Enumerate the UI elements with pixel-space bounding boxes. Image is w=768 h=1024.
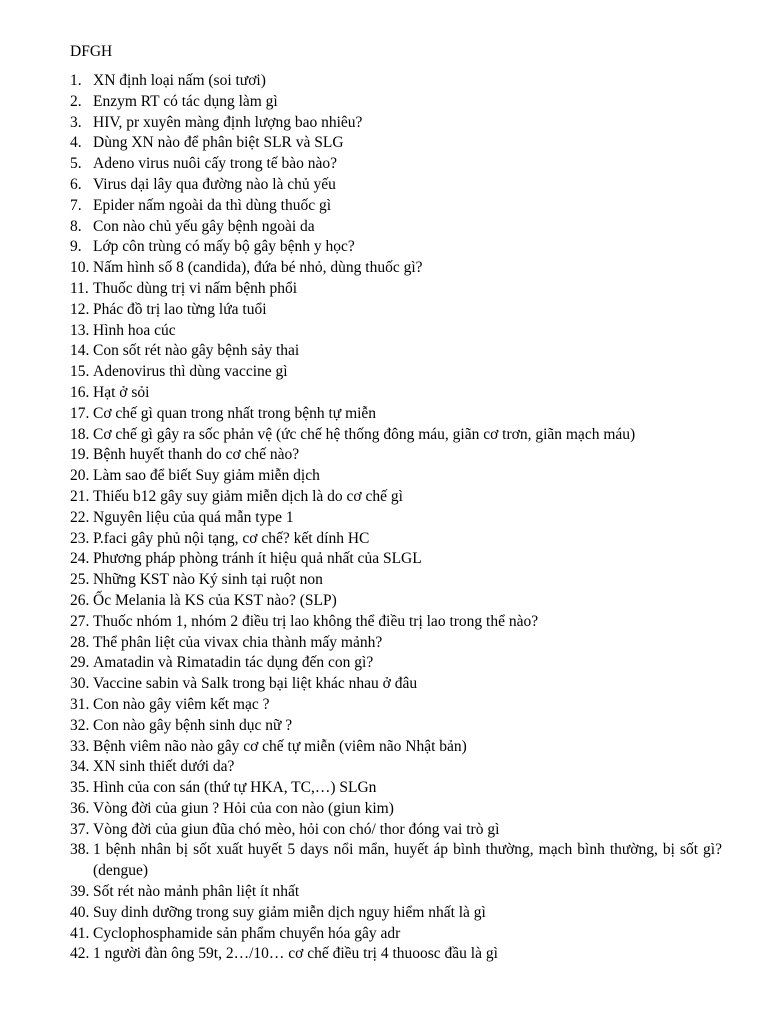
question-number: 33. xyxy=(70,737,90,755)
question-text: Vaccine sabin và Salk trong bại liệt khác nhau ở đâu xyxy=(93,675,418,693)
question-number: 27. xyxy=(70,612,90,630)
question-text: Adenovirus thì dùng vaccine gì xyxy=(93,363,288,381)
question-text: Amatadin và Rimatadin tác dụng đến con gì? xyxy=(93,654,374,672)
document-title: DFGH xyxy=(70,43,113,60)
question-item xyxy=(70,71,722,92)
question-number: 9. xyxy=(70,238,82,256)
question-number: 12. xyxy=(70,300,90,318)
question-text: Hạt ở sỏi xyxy=(93,383,150,401)
question-text: XN định loại nấm (soi tươi) xyxy=(93,72,266,89)
question-text: Con nào gây viêm kết mạc ? xyxy=(93,695,270,713)
question-text: Hình của con sán (thứ tự HKA, TC,…) SLGn xyxy=(93,779,377,797)
question-text: 1 người đàn ông 59t, 2…/10… cơ chế điều trị 4 thuoosc đầu là gì xyxy=(93,945,498,963)
question-text: Vòng đời của giun ? Hỏi của con nào (giun kim) xyxy=(93,799,394,817)
question-number: 17. xyxy=(70,404,90,422)
question-item xyxy=(70,341,722,362)
question-number: 16. xyxy=(70,383,90,401)
question-text: Suy dinh dưỡng trong suy giảm miễn dịch nguy hiểm nhất là gì xyxy=(93,903,486,921)
question-number: 29. xyxy=(70,654,90,672)
question-item xyxy=(70,591,722,612)
question-number: 19. xyxy=(70,446,90,464)
question-item xyxy=(70,695,722,716)
question-number: 42. xyxy=(70,945,90,963)
question-item xyxy=(70,321,722,342)
question-text: Thuốc nhóm 1, nhóm 2 điều trị lao không thể điều trị lao trong thể nào? xyxy=(93,612,539,630)
question-text: XN sinh thiết dưới da? xyxy=(93,758,235,776)
question-item xyxy=(70,404,722,425)
question-number: 41. xyxy=(70,924,90,942)
question-text: Phương pháp phòng tránh ít hiệu quả nhất của SLGL xyxy=(93,550,422,568)
question-item xyxy=(70,529,722,550)
question-text: Cơ chế gì gây ra sốc phản vệ (ức chế hệ thống đông máu, giãn cơ trơn, giãn mạch máu) xyxy=(93,425,636,443)
question-number: 36. xyxy=(70,799,90,817)
question-item xyxy=(70,820,722,841)
question-text: Enzym RT có tác dụng làm gì xyxy=(93,92,278,110)
question-text: 1 bệnh nhân bị sốt xuất huyết 5 days nổi mẩn, huyết áp bình thường, mạch bình thường, bị sốt gì? (dengue) xyxy=(93,841,722,880)
question-number: 20. xyxy=(70,467,90,485)
question-number: 32. xyxy=(70,716,90,734)
question-number: 30. xyxy=(70,675,90,693)
question-text: Nguyên liệu của quá mẫn type 1 xyxy=(93,508,294,526)
question-text: Nấm hình số 8 (candida), đứa bé nhỏ, dùng thuốc gì? xyxy=(93,259,423,277)
question-item xyxy=(70,445,722,466)
question-item xyxy=(70,882,722,903)
question-item xyxy=(70,196,722,217)
question-item xyxy=(70,570,722,591)
question-item xyxy=(70,487,722,508)
question-item xyxy=(70,92,722,113)
question-text: Thể phân liệt của vivax chia thành mấy mảnh? xyxy=(93,633,383,651)
question-text: Hình hoa cúc xyxy=(93,321,176,339)
question-text: Epider nấm ngoài da thì dùng thuốc gì xyxy=(93,196,332,214)
question-number: 31. xyxy=(70,695,90,713)
question-text: Con sốt rét nào gây bệnh sảy thai xyxy=(93,342,300,360)
question-text: Cyclophosphamide sản phẩm chuyển hóa gây adr xyxy=(93,924,401,942)
question-number: 6. xyxy=(70,175,82,193)
question-number: 38. xyxy=(70,841,90,859)
question-text: Lớp côn trùng có mấy bộ gây bệnh y học? xyxy=(93,238,355,256)
question-item xyxy=(70,466,722,487)
question-item xyxy=(70,175,722,196)
question-text: Làm sao để biết Suy giảm miễn dịch xyxy=(93,467,320,485)
question-item xyxy=(70,716,722,737)
question-number: 13. xyxy=(70,321,90,339)
question-text: Con nào gây bệnh sinh dục nữ ? xyxy=(93,716,293,734)
question-text: Ốc Melania là KS của KST nào? (SLP) xyxy=(93,591,337,609)
question-number: 37. xyxy=(70,820,90,838)
question-number: 34. xyxy=(70,758,90,776)
question-number: 28. xyxy=(70,633,90,651)
question-text: Dùng XN nào để phân biệt SLR và SLG xyxy=(93,134,344,152)
question-number: 22. xyxy=(70,508,90,526)
question-item xyxy=(70,737,722,758)
question-number: 11. xyxy=(70,279,89,297)
question-text: Virus dại lây qua đường nào là chủ yếu xyxy=(93,175,336,193)
question-number: 15. xyxy=(70,363,90,381)
question-item xyxy=(70,300,722,321)
question-text: Cơ chế gì quan trong nhất trong bệnh tự miễn xyxy=(93,404,377,422)
question-item xyxy=(70,778,722,799)
question-item xyxy=(70,425,722,446)
question-text: Adeno virus nuôi cấy trong tế bào nào? xyxy=(93,155,338,173)
question-item xyxy=(70,237,722,258)
question-text: Sốt rét nào mảnh phân liệt ít nhất xyxy=(93,883,300,901)
question-number: 2. xyxy=(70,92,82,110)
question-number: 5. xyxy=(70,155,82,173)
question-text: Phác đồ trị lao từng lứa tuổi xyxy=(93,300,267,318)
question-text: Những KST nào Ký sinh tại ruột non xyxy=(93,571,323,589)
question-number: 8. xyxy=(70,217,82,235)
question-number: 1. xyxy=(70,72,82,89)
question-number: 23. xyxy=(70,529,90,547)
question-list xyxy=(70,71,722,965)
question-number: 14. xyxy=(70,342,90,360)
question-number: 39. xyxy=(70,883,90,901)
question-number: 40. xyxy=(70,903,90,921)
question-number: 24. xyxy=(70,550,90,568)
question-text: Con nào chủ yếu gây bệnh ngoài da xyxy=(93,217,315,235)
question-number: 4. xyxy=(70,134,82,152)
question-text: Thiếu b12 gây suy giảm miễn dịch là do cơ chế gì xyxy=(93,487,403,505)
question-text: P.faci gây phủ nội tạng, cơ chế? kết dính HC xyxy=(93,529,370,547)
question-item xyxy=(70,633,722,654)
question-number: 21. xyxy=(70,487,90,505)
question-item xyxy=(70,258,722,279)
question-item xyxy=(70,279,722,300)
question-item xyxy=(70,508,722,529)
question-item xyxy=(70,217,722,238)
question-text: Bệnh huyết thanh do cơ chế nào? xyxy=(93,446,300,464)
question-item xyxy=(70,944,722,965)
question-item xyxy=(70,840,722,882)
question-item xyxy=(70,133,722,154)
question-item xyxy=(70,903,722,924)
question-number: 7. xyxy=(70,196,82,214)
question-item xyxy=(70,383,722,404)
question-item xyxy=(70,799,722,820)
question-text: HIV, pr xuyên màng định lượng bao nhiêu? xyxy=(93,113,363,131)
question-number: 3. xyxy=(70,113,82,131)
question-item xyxy=(70,924,722,945)
question-item xyxy=(70,674,722,695)
question-item xyxy=(70,549,722,570)
question-number: 18. xyxy=(70,425,90,443)
question-item xyxy=(70,612,722,633)
question-number: 25. xyxy=(70,571,90,589)
question-item xyxy=(70,362,722,383)
question-number: 26. xyxy=(70,591,90,609)
question-text: Bệnh viêm não nào gây cơ chế tự miễn (viêm não Nhật bản) xyxy=(93,737,467,755)
question-item xyxy=(70,757,722,778)
question-number: 35. xyxy=(70,779,90,797)
question-item xyxy=(70,113,722,134)
question-text: Vòng đời của giun đũa chó mèo, hỏi con chó/ thor đóng vai trò gì xyxy=(93,820,500,838)
question-text: Thuốc dùng trị vi nấm bệnh phổi xyxy=(93,279,298,297)
question-item xyxy=(70,154,722,175)
question-number: 10. xyxy=(70,259,90,277)
question-item xyxy=(70,653,722,674)
